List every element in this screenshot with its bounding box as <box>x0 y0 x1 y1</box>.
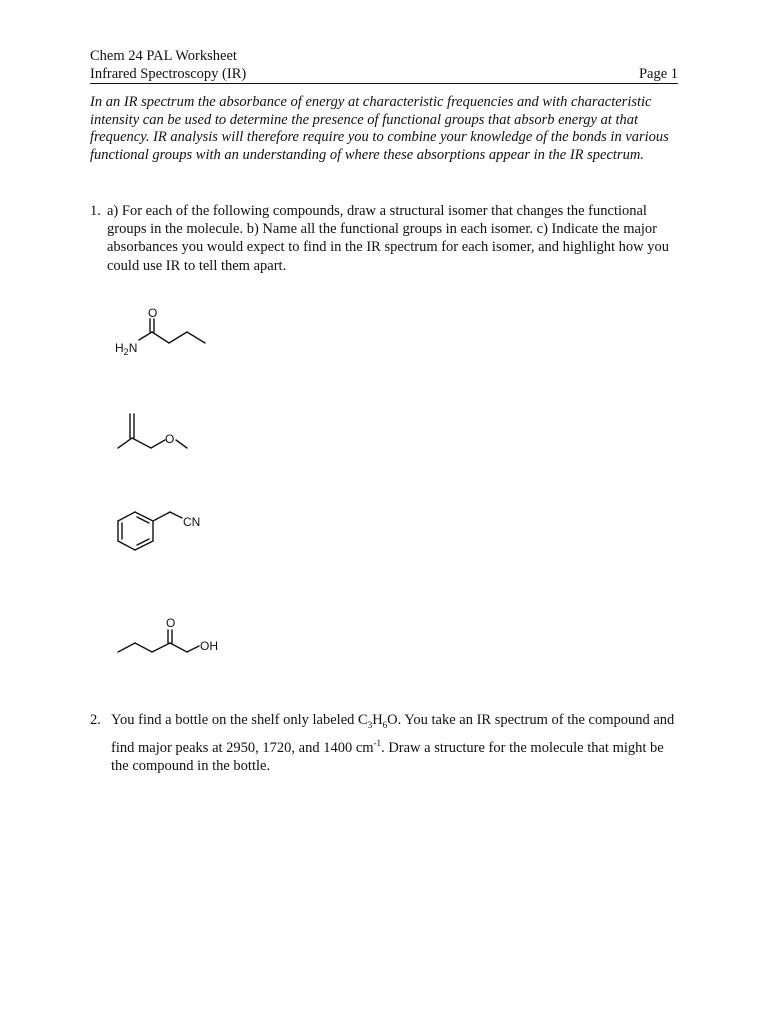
page-number: Page 1 <box>638 66 678 82</box>
structure-amide <box>110 305 220 360</box>
question-2-number: 2. <box>90 712 101 728</box>
structure-acid <box>110 612 225 662</box>
acid-oh-label: OH <box>200 639 218 653</box>
acid-oxygen-label: O <box>166 616 176 630</box>
amide-nitrogen-label: $H_2N$ <box>115 341 138 357</box>
question-1-number: 1. <box>90 203 101 219</box>
question-2-text: You find a bottle on the shelf only labeled $C_3H_6O$. You take an IR spectrum of the compound and find major peaks at 2950, 1720, and 1400 $cm^{-1}$. Draw a structure for the molecule that might be the compound in the bottle. <box>111 712 675 775</box>
intro-paragraph: In an IR spectrum the absorbance of energy at characteristic frequencies and with characteristic intensity can be used to determine the presence of functional groups that absorb energy at that frequency. IR analysis will therefore require you to combine your knowledge of the bonds in various functional groups with an understanding of where these absorptions appear in the IR spectrum. <box>90 94 669 163</box>
amide-oxygen-label: O <box>148 306 158 320</box>
question-1-text: a) For each of the following compounds, draw a structural isomer that changes the functional groups in the molecule. b) Name all the functional groups in each isomer. c) Indicate the major absorbances you would expect to find in the IR spectrum for each isomer, and highlight how you could use IR to tell them apart. <box>107 203 669 274</box>
worksheet-title: Chem 24 PAL Worksheet <box>90 48 237 64</box>
structure-ether <box>110 410 200 460</box>
header-subject-row <box>90 65 678 84</box>
worksheet-subject: Infrared Spectroscopy (IR) <box>90 66 247 82</box>
structure-nitrile <box>110 505 210 555</box>
nitrile-cn-label: CN <box>183 515 201 529</box>
ether-oxygen-label: O <box>165 432 175 446</box>
